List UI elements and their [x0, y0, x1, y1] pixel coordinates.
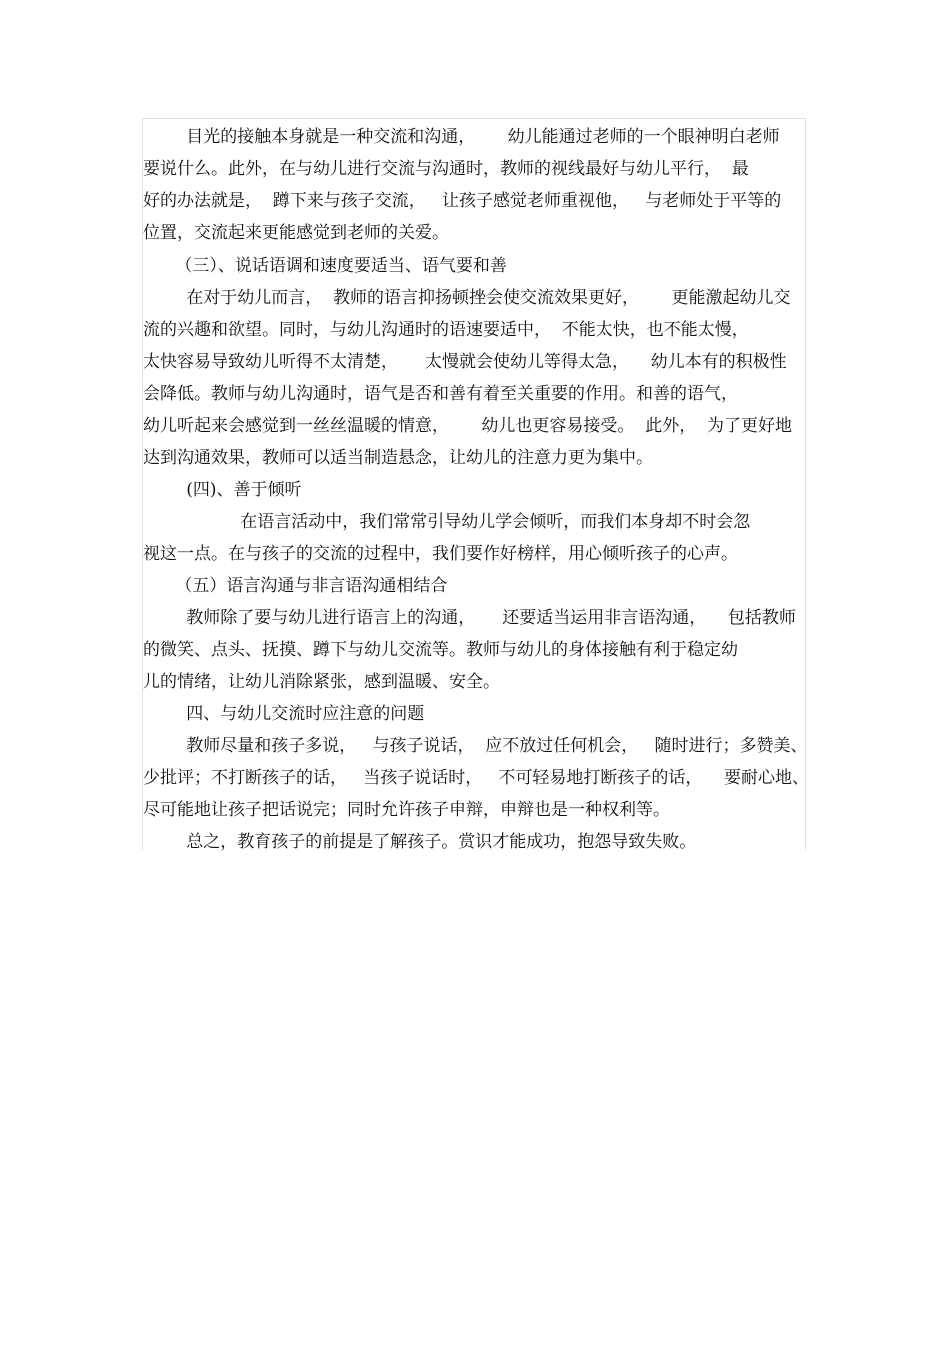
text-line: 教师尽量和孩子多说， 与孩子说话， 应不放过任何机会， 随时进行；多赞美、 [143, 736, 808, 756]
text-line: 视这一点。在与孩子的交流的过程中，我们要作好榜样，用心倾听孩子的心声。 [143, 544, 738, 564]
section-heading: （五）语言沟通与非言语沟通相结合 [143, 576, 448, 596]
text-line: 尽可能地让孩子把话说完；同时允许孩子申辩，申辩也是一种权利等。 [143, 800, 670, 820]
text-line: 位置，交流起来更能感觉到老师的关爱。 [143, 223, 449, 243]
text-line: 会降低。教师与幼儿沟通时，语气是否和善有着至关重要的作用。和善的语气， [143, 384, 738, 404]
text-line: 总之，教育孩子的前提是了解孩子。赏识才能成功，抱怨导致失败。 [143, 832, 697, 852]
text-line: 流的兴趣和欲望。同时，与幼儿沟通时的语速要适中， 不能太快，也不能太慢， [143, 320, 749, 340]
text-line: 教师除了要与幼儿进行语言上的沟通， 还要适当运用非言语沟通， 包括教师 [143, 608, 796, 628]
text-line: 达到沟通效果，教师可以适当制造悬念，让幼儿的注意力更为集中。 [143, 448, 653, 468]
text-line: 好的办法就是， 蹲下来与孩子交流， 让孩子感觉老师重视他， 与老师处于平等的 [143, 191, 782, 211]
section-heading: （三）、说话语调和速度要适当、语气要和善 [143, 256, 507, 276]
text-line: 要说什么。此外，在与幼儿进行交流与沟通时，教师的视线最好与幼儿平行， 最 [143, 159, 749, 179]
text-line: 幼儿听起来会感觉到一丝丝温暖的情意， 幼儿也更容易接受。 此外， 为了更好地 [143, 416, 793, 436]
section-heading: (四)、善于倾听 [143, 480, 302, 500]
text-line: 儿的情绪，让幼儿消除紧张，感到温暖、安全。 [143, 672, 500, 692]
text-line: 目光的接触本身就是一种交流和沟通， 幼儿能通过老师的一个眼神明白老师 [143, 127, 780, 147]
text-line: 在语言活动中，我们常常引导幼儿学会倾听，而我们本身却不时会忽 [143, 512, 751, 532]
text-line: 在对于幼儿而言， 教师的语言抑扬顿挫会使交流效果更好， 更能激起幼儿交 [143, 288, 791, 308]
text-line: 少批评；不打断孩子的话， 当孩子说话时， 不可轻易地打断孩子的话， 要耐心地、 [143, 768, 810, 788]
section-heading: 四、与幼儿交流时应注意的问题 [143, 704, 425, 724]
text-line: 的微笑、点头、抚摸、蹲下与幼儿交流等。教师与幼儿的身体接触有利于稳定幼 [143, 640, 738, 660]
text-line: 太快容易导致幼儿听得不太清楚， 太慢就会使幼儿等得太急， 幼儿本有的积极性 [143, 352, 787, 372]
